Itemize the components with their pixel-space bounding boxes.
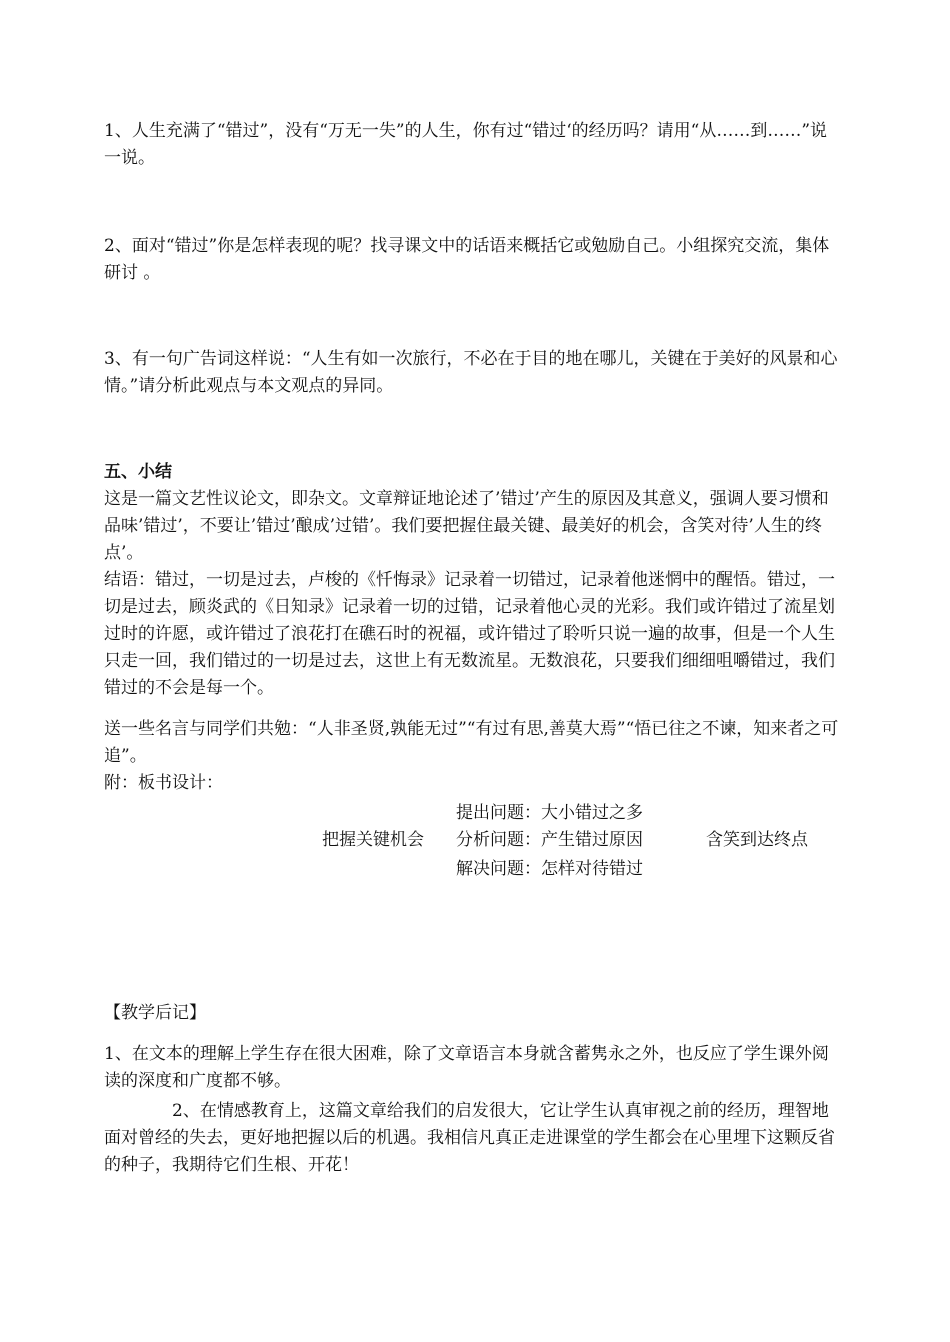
board-middle-item-1: 提出问题：大小错过之多 [456,803,643,823]
board-middle-item-2: 分析问题：产生错过原因 [456,830,643,850]
summary-heading: 五、小结 [104,462,172,482]
postscript-heading: 【教学后记】 [104,1003,206,1023]
board-left-item: 把握关键机会 [322,830,424,850]
postscript-item-2: 2、在情感教育上，这篇文章给我们的启发很大，它让学生认真审视之前的经历，理智地面对曾经的失去，更好地把握以后的机遇。我相信凡真正走进课堂的学生都会在心里埋下这颗反省的种子，我期待它们生根、开花！ [104,1101,835,1175]
conclusion-paragraph: 结语：错过，一切是过去，卢梭的《忏悔录》记录着一切错过，记录着他迷惘中的醒悟。错过，一切是过去，顾炎武的《日知录》记录着一切的过错，记录着他心灵的光彩。我们或许错过了流星划过时的许愿，或许错过了浪花打在礁石时的祝福，或许错过了聆听只说一遍的故事，但是一个人生只走一回，我们错过的一切是过去，这世上有无数流星。无数浪花，只要我们细细咀嚼错过，我们错过的不会是每一个。 [104,570,835,698]
board-right-item: 含笑到达终点 [706,830,808,850]
quotes-paragraph: 送一些名言与同学们共勉：“人非圣贤,孰能无过”“有过有思,善莫大焉”“悟已往之不谏，知来者之可追”。 [104,719,839,766]
question-3: 3、有一句广告词这样说：“人生有如一次旅行，不必在于目的地在哪儿，关键在于美好的风景和心情。”请分析此观点与本文观点的异同。 [104,349,838,396]
board-design-label: 附：板书设计： [104,773,223,793]
summary-paragraph: 这是一篇文艺性议论文，即杂文。文章辩证地论述了’错过’产生的原因及其意义，强调人要习惯和品味’错过’，不要让’错过’酿成’过错’。我们要把握住最关键、最美好的机会，含笑对待’人生的终点’。 [104,489,829,563]
question-2: 2、面对“错过”你是怎样表现的呢？找寻课文中的话语来概括它或勉励自己。小组探究交流，集体研讨 。 [104,236,830,283]
board-middle-item-3: 解决问题：怎样对待错过 [456,859,643,879]
postscript-item-1: 1、在文本的理解上学生存在很大困难，除了文章语言本身就含蓄隽永之外，也反应了学生课外阅读的深度和广度都不够。 [104,1044,829,1091]
question-1: 1、人生充满了“错过”，没有“万无一失”的人生，你有过“错过‘的经历吗？请用“从……到……”说一说。 [104,121,828,168]
